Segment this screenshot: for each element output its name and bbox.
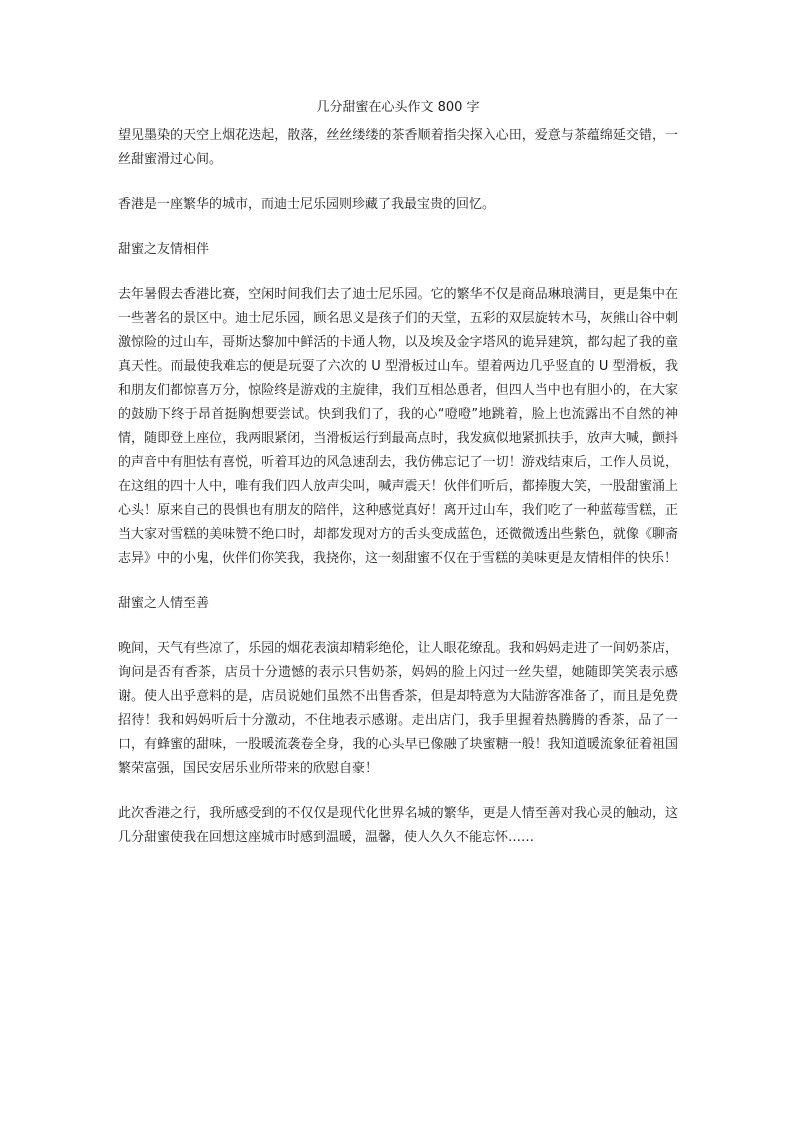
section-body-friendship: 去年暑假去香港比赛，空闲时间我们去了迪士尼乐园。它的繁华不仅是商品琳琅满目，更是集中在一些著名的景区中。迪士尼乐园，顾名思义是孩子们的天堂，五彩的双层旋转木马，灰熊山谷中刺激惊险的过山车，哥斯达黎加中鲜活的卡通人物，以及埃及金字塔风的诡异建筑，都勾起了我的童真天性。而最使我难忘的便是玩耍了六次的 U 型滑板过山车。望着两边几乎竖直的 U 型滑板，我和朋友们都惊喜万分，惊险终是游戏的主旋律，我们互相怂恿者，但四人当中也有胆小的，在大家的鼓励下终于昂首挺胸想要尝试。快到我们了，我的心“噔噔”地跳着，脸上也流露出不自然的神情，随即登上座位，我两眼紧闭，当滑板运行到最高点时，我发疯似地紧抓扶手，放声大喊，颤抖的声音中有胆怯有喜悦，听着耳边的风急速刮去，我仿佛忘记了一切！游戏结束后，工作人员说，在这组的四十人中，唯有我们四人放声尖叫，喊声震天！伙伴们听后，都捧腹大笑，一股甜蜜涌上心头！原来自己的畏惧也有朋友的陪伴，这种感觉真好！离开过山车，我们吃了一种蓝莓雪糕，正当大家对雪糕的美味赞不绝口时，却都发现对方的舌头变成蓝色，还微微透出些紫色，就像《聊斋志异》中的小鬼，伙伴们你笑我，我挠你，这一刻甜蜜不仅在于雪糕的美味更是友情相伴的快乐！: [118, 287, 678, 566]
intro-paragraph-2: 香港是一座繁华的城市，而迪士尼乐园则珍藏了我最宝贵的回忆。: [118, 197, 496, 212]
document-page: [118, 98, 678, 871]
section-heading-friendship: 甜蜜之友情相伴: [118, 242, 210, 257]
intro-paragraph: 望见墨染的天空上烟花迭起，散落，丝丝缕缕的茶香顺着指尖探入心田，爱意与茶蕴绵延交错，一丝甜蜜滑过心间。: [118, 128, 678, 167]
closing-paragraph: 此次香港之行，我所感受到的不仅仅是现代化世界名城的繁华，更是人情至善对我心灵的触动，这几分甜蜜使我在回想这座城市时感到温暖，温馨，使人久久不能忘怀……: [118, 806, 678, 845]
document-title: 几分甜蜜在心头作文 800 字: [316, 100, 480, 115]
section-body-kindness: 晚间，天气有些凉了，乐园的烟花表演却精彩绝伦，让人眼花缭乱。我和妈妈走进了一间奶茶店，询问是否有香茶，店员十分遗憾的表示只售奶茶，妈妈的脸上闪过一丝失望，她随即笑笑表示感谢。使人出乎意料的是，店员说她们虽然不出售香茶，但是却特意为大陆游客准备了，而且是免费招待！我和妈妈听后十分激动，不住地表示感谢。走出店门，我手里握着热腾腾的香茶，品了一口，有蜂蜜的甜味，一股暖流袭卷全身，我的心头早已像融了块蜜糖一般！我知道暖流象征着祖国繁荣富强，国民安居乐业所带来的欣慰自豪！: [118, 641, 678, 776]
section-heading-kindness: 甜蜜之人情至善: [118, 596, 210, 611]
